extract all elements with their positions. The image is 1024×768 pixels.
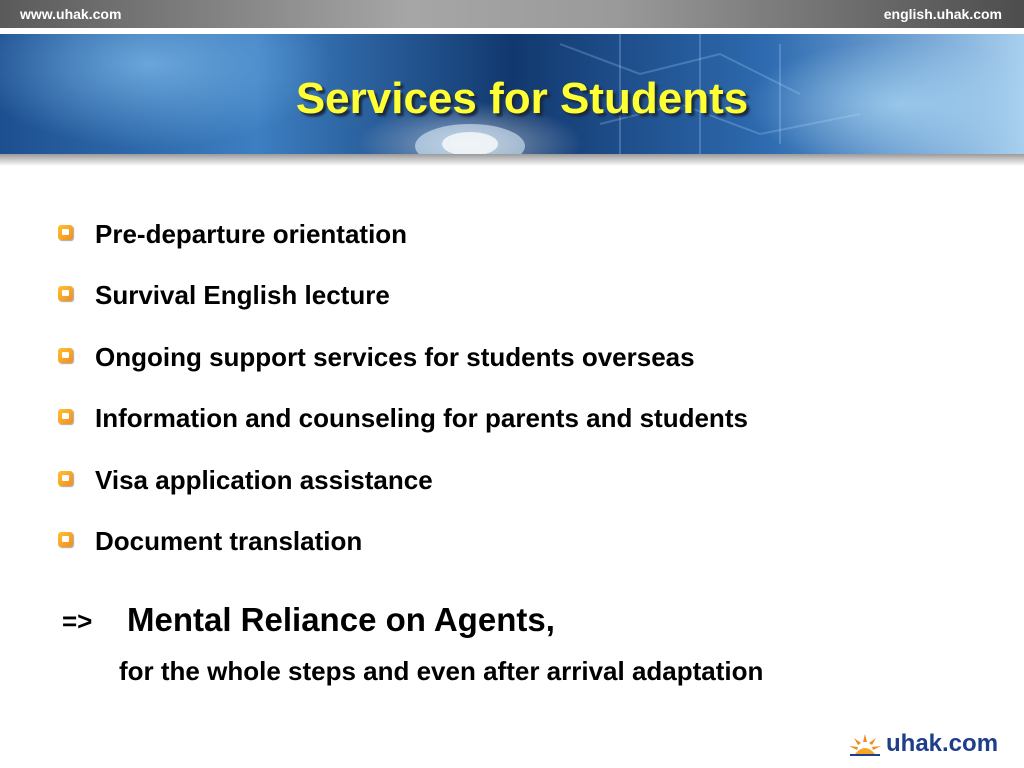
- list-item-text: Survival English lecture: [95, 280, 390, 311]
- conclusion-arrow: =>: [62, 606, 93, 636]
- list-item: [58, 403, 748, 464]
- list-item-text: Document translation: [95, 525, 363, 556]
- banner-shadow: [0, 154, 1024, 166]
- uhak-logo: [848, 730, 1008, 758]
- list-item: [58, 465, 748, 526]
- slide-title: Services for Students: [295, 74, 749, 123]
- list-item-text: Pre-departure orientation: [95, 219, 408, 249]
- conclusion-heading: Mental Reliance on Agents,: [127, 601, 555, 638]
- logo-text: uhak.com: [886, 730, 999, 757]
- header-url-left[interactable]: www.uhak.com: [20, 6, 122, 22]
- bullet-icon: [58, 286, 73, 301]
- list-item-text: Visa application assistance: [95, 464, 433, 495]
- bullet-icon: [58, 471, 73, 486]
- bullet-icon: [58, 409, 73, 424]
- header-url-right[interactable]: english.uhak.com: [883, 6, 1002, 22]
- top-bar: [0, 0, 1024, 28]
- sun-logo-icon: [848, 732, 882, 758]
- services-list: [58, 219, 748, 587]
- bullet-icon: [58, 348, 73, 363]
- bullet-icon: [58, 532, 73, 547]
- list-item-text: Information and counseling for parents and students: [95, 403, 748, 434]
- list-item: [58, 526, 748, 587]
- list-item: [58, 219, 748, 280]
- bullet-icon: [58, 225, 73, 240]
- title-banner: [0, 34, 1024, 154]
- list-item: [58, 280, 748, 341]
- list-item: [58, 342, 748, 403]
- conclusion-subtext: for the whole steps and even after arrival adaptation: [119, 656, 764, 686]
- list-item-text: Ongoing support services for students overseas: [95, 341, 695, 372]
